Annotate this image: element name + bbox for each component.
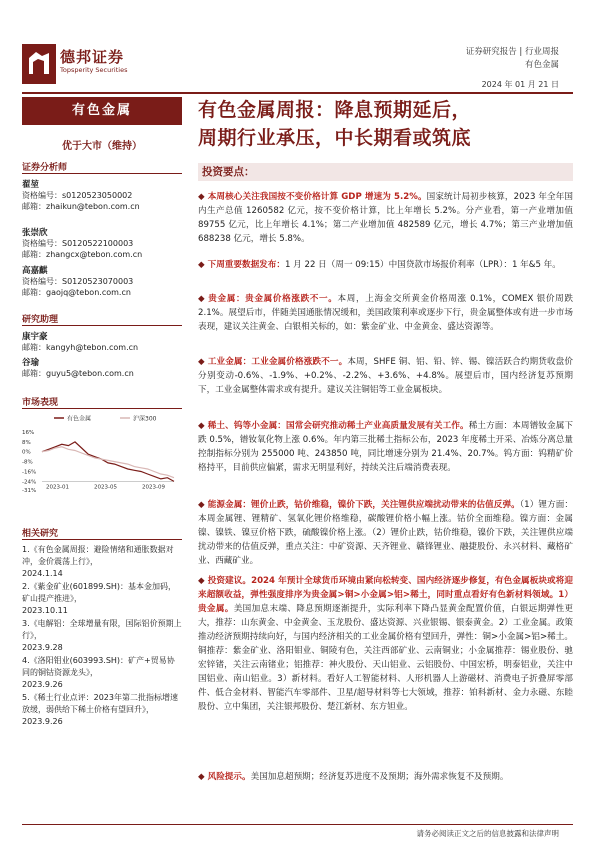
related-text: 5.《稀土行业点评：2023年第二批指标增速放缓，弱供给下稀土价格有望回升》， [22,693,178,714]
logo-text-en: Topsperity Securities [60,66,128,74]
logo-icon [22,44,56,84]
analyst-cert: 资格编号：S0120523070003 [22,277,134,286]
point-body: （1）锂方面：本周金属锂、锂精矿、氢氧化锂价格维稳，碳酸锂价格小幅上涨。钴价全面维稳。镍方面：金属镍、镍铁、镍豆价格下跌，硫酸镍价格上涨。（2）锂价止跌，钴价维稳，镍价下跌，关注锂供应端扰动带来的估值反弹，重点关注：中矿资源、天齐锂业、赣锋锂业、融捷股份、永兴材料、藏格矿业、西藏矿业。 [198,500,573,566]
analyst-email[interactable]: 邮箱：gaojq@tebon.com.cn [22,288,131,297]
point-body: 美国加息末端、降息预期逐渐提升，实际利率下降凸显黄金配置价值，白银远期弹性更大，推荐：山东黄金、中金黄金、玉龙股份、盛达资源、兴业银锡、银泰黄金。2）工业金属。政策推动经济预期持续向好，与国内经济相关的工业金属价格有望回升，弹性：铜>小金属>铝>稀土。铜推荐：紫金矿业、洛阳钼业、铜陵有色，关注西部矿业、云南铜业；小金属推荐：锡业股份、驰宏锌锗，关注云南锗业；铝推荐：神火股份、天山铝业、云铝股份、中国宏桥，明泰铝业，关注中国铝业、南山铝业。3）新材料。看好人工智能材料、人形机器人上游磁材、消费电子折叠屏零部件、低合金材料、智能汽车零部件、卫星/超导材料等七大领域，推荐：铂科新材、金力永磁、东睦股份、立中集团，关注银邦股份、楚江新材、东方钽业。 [198,604,574,712]
point-lead: 贵金属：贵金属价格涨跌不一。 [208,294,338,304]
report-title [198,96,578,152]
related-text: 1.《有色金属周报：避险情绪和通胀数据对冲，金价震荡上行》， [22,545,174,566]
analyst-cert: 资格编号：s0120523050002 [22,191,133,200]
related-date: 2023.9.26 [22,717,63,726]
related-title: 相关研究 [22,529,59,539]
related-text: 2.《紫金矿业(601899.SH)：基本金加码，矿山提产推进》， [22,582,177,603]
x-tick-label: 2023-09 [142,484,165,491]
analysts-title: 证券分析师 [22,163,68,173]
analyst-name: 翟堃 [22,180,40,190]
bullet-icon: ◆ [198,772,205,782]
contact-item [22,356,182,382]
report-type: 证券研究报告 | 行业周报 [465,47,559,57]
point-body: 国家统计局初步核算，2023 年全年国内生产总值 1260582 亿元，按不变价格计算，比上年增长 5.2%。分产业看，第一产业增加值 89755 亿元，比上年增长 4.1%；第二产业增加值 482589 亿元，增长 4.7%；第三产业增加值 688238 亿元，增长 5.8%。 [198,192,574,244]
point-body: 1 月 22 日（周一 09:15）中国贷款市场报价利率（LPR）：1 年&5 年。 [284,260,561,270]
contact-name: 康宇豪 [22,332,48,342]
point-industrial-metals [198,355,573,397]
market-divider [22,408,182,409]
y-tick-label: -16% [22,469,37,476]
point-lead: 工业金属：工业金属价格涨跌不一。 [207,357,348,367]
legend-label: 沪深300 [133,415,157,423]
y-tick-label: 8% [22,439,31,446]
bullet-icon: ◆ [198,500,205,510]
analyst-item [22,226,182,264]
related-item[interactable] [22,581,182,617]
point-investment-advice [198,574,573,714]
title-line-2: 周期行业承压，中长期看或筑底 [198,127,472,149]
footer-disclaimer[interactable]: 请务必阅读正文之后的信息披露和法律声明 [416,829,559,838]
analysts-list [22,178,182,304]
y-tick-label: -8% [22,459,33,466]
point-lead: 下周重要数据发布： [207,260,285,270]
related-item[interactable] [22,655,182,691]
analysts-divider [22,173,182,174]
contact-name: 谷瑜 [22,358,40,368]
header-divider [22,92,573,94]
y-tick-label: -24% [22,479,37,486]
analyst-name: 张崇欣 [22,228,48,238]
contacts-divider [22,325,182,326]
header-meta [466,46,559,72]
related-date: 2023.9.26 [22,680,63,689]
analyst-cert: 资格编号：S0120522100003 [22,239,134,248]
point-precious-metals [198,292,573,334]
point-energy-metals [198,498,573,568]
related-text: 4.《洛阳钼业(603993.SH)：矿产+贸易协同的铜钴资源龙头》， [22,656,175,677]
contact-email[interactable]: 邮箱：kangyh@tebon.com.cn [22,343,139,352]
related-divider [22,539,182,540]
x-tick-label: 2023-05 [94,484,117,491]
related-date: 2023.10.11 [22,606,68,615]
related-date: 2024.1.14 [22,569,63,578]
report-date: 2024 年 01 月 21 日 [481,80,559,89]
key-points-label: 投资要点： [202,166,255,178]
bullet-icon: ◆ [198,421,205,431]
point-body: 稀土方面：本周镨钕金属下跌 0.5%，镨钕氧化物上涨 0.6%。年内第三批稀土指标公布，2023 年度稀土开采、冶炼分离总量控制指标分别为 255000 吨、243850 吨，同比增速分别为 21.4%、20.7%。钨方面：钨精矿价格持平，目前供应偏紧，需求无明显利好，持续关注后端消费表现。 [198,421,573,473]
sector-banner: 有色金属 [22,97,182,125]
related-text: 3.《电解铝：全球增量有限，国际铝价预期上行》， [22,619,182,640]
legend-label: 有色金属 [67,415,92,423]
point-body: 本周，SHFE 铜、铝、铅、锌、锡、镍活跃合约期货收盘价分别变动-0.6%、-1.9%、+0.2%、-2.2%、+3.6%、+4.8%。展望后市，国内经济复苏预期下，工业金属整体需求或有提升。建议关注铜铝等工业金属板块。 [198,357,573,395]
point-body: 美国加息超预期；经济复苏进度不及预期；海外需求恢复不及预期。 [250,772,509,782]
point-lead: 稀土、钨等小金属：国常会研究推动稀土产业高质量发展有关工作。 [207,421,469,431]
logo-text-cn: 德邦证券 [60,48,125,66]
bullet-icon: ◆ [198,357,205,367]
bullet-icon: ◆ [198,260,205,270]
contacts-list [22,330,182,382]
point-lead: 风险提示。 [207,772,251,782]
related-date: 2023.9.28 [22,643,63,652]
series-line [42,442,174,482]
point-gdp [198,190,573,246]
point-lead: 本周核心关注我国按不变价格计算 GDP 增速为 5.2%。 [207,192,427,202]
related-item[interactable] [22,618,182,654]
y-tick-label: 0% [22,449,31,456]
point-lead: 投资建议。2024 年预计全球货币环境由紧向松转变、国内经济逐步修复，有色金属板块或将迎来超额收益，弹性强度排序为贵金属>铜>小金属>铝>稀土，同时重点看好有色新材料领域。1）贵金属。 [198,576,574,614]
x-tick-label: 2023-01 [46,484,69,491]
analyst-email[interactable]: 邮箱：zhangcx@tebon.com.cn [22,250,143,259]
analyst-name: 高嘉麒 [22,266,48,276]
point-minor-metals [198,419,573,475]
y-tick-label: 16% [22,430,35,436]
analyst-email[interactable]: 邮箱：zhaikun@tebon.com.cn [22,202,140,211]
bullet-icon: ◆ [198,294,206,304]
bullet-icon: ◆ [198,576,205,586]
rating-label: 优于大市（维持） [62,141,142,152]
analyst-item [22,178,182,226]
related-list [22,544,182,729]
point-data-release [198,258,573,272]
contact-item [22,330,182,356]
point-body: 本周，上海金交所黄金价格周涨 0.1%，COMEX 银价周跌 2.1%。展望后市，伴随美国通胀情况缓和，美国政策利率或逐步下行，贵金属整体或有进一步市场表现，建议关注黄金、白银相关标的，如：紫金矿业、中金黄金、盛达资源等。 [198,294,573,332]
bullet-icon: ◆ [198,192,205,202]
title-line-1: 有色金属周报：降息预期延后， [198,99,472,121]
sector-tag: 有色金属 [524,60,559,70]
related-item[interactable] [22,692,182,728]
contacts-title: 研究助理 [22,315,59,325]
contact-email[interactable]: 邮箱：guyu5@tebon.com.cn [22,369,134,378]
y-tick-label: -31% [22,488,37,494]
point-risk [198,770,573,784]
market-title: 市场表现 [22,398,59,408]
footer-divider [22,824,573,825]
related-item[interactable] [22,544,182,580]
market-performance-chart [22,410,182,500]
analyst-item [22,264,182,304]
point-lead: 能源金属：锂价止跌，钴价维稳，镍价下跌，关注锂供应端扰动带来的估值反弹。 [207,500,520,510]
